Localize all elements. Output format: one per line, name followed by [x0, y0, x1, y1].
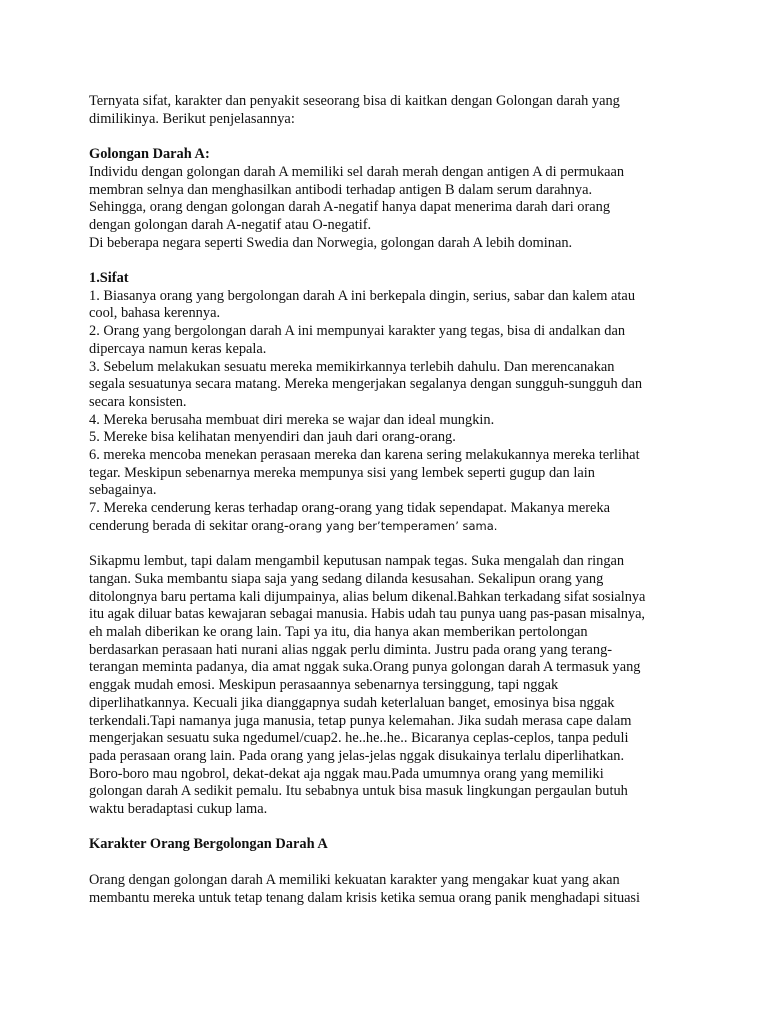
paragraph-line: pada perasaan orang lain. Pada orang yang jelas-jelas nggak disukainya terlalu diperlihatkan.: [89, 747, 625, 764]
paragraph-line: terkendali.Tapi namanya juga manusia, tetap punya kelemahan. Jika sudah merasa cape dalam: [89, 712, 632, 729]
paragraph-line: eh malah diberikan ke orang lain. Tapi ya itu, dia hanya akan memberikan pertolongan: [89, 624, 588, 641]
paragraph-line: waktu beradaptasi cukup lama.: [89, 801, 268, 818]
sifat-line: tegar. Meskipun sebenarnya mereka mempunya sisi yang lembek seperti gugup dan lain: [89, 464, 595, 481]
section-a-line: Individu dengan golongan darah A memiliki sel darah merah dengan antigen A di permukaan: [89, 163, 625, 180]
paragraph-gap: [89, 819, 689, 837]
section-a-line: dengan golongan darah A-negatif atau O-negatif.: [89, 216, 372, 233]
paragraph-line: mengerjakan sesuatu suka ngedumel/cuap2. he..he..he.. Bicaranya ceplas-ceplos, tanpa peduli: [89, 730, 629, 747]
paragraph-line: itu agak diluar batas kewajaran sebagai manusia. Habis udah tau punya uang pas-pasan misalnya,: [89, 606, 645, 623]
sifat-line: segala sesuatunya secara matang. Mereka mengerjakan segalanya dengan sungguh-sungguh dan: [89, 376, 643, 393]
karakter-line: Orang dengan golongan darah A memiliki kekuatan karakter yang mengakar kuat yang akan: [89, 871, 620, 888]
karakter-line: membantu mereka untuk tetap tenang dalam krisis ketika semua orang panik menghadapi situasi: [89, 889, 640, 906]
paragraph-line: Sikapmu lembut, tapi dalam mengambil keputusan nampak tegas. Suka mengalah dan ringan: [89, 553, 625, 570]
paragraph-gap: [89, 536, 689, 554]
sifat-line: 7. Mereka cenderung keras terhadap orang-orang yang tidak sependapat. Makanya mereka: [89, 500, 611, 517]
paragraph-line: diperlihatkannya. Kecuali jika dianggapnya sudah keterlaluan banget, emosinya bisa nggak: [89, 694, 615, 711]
paragraph-gap: [89, 854, 689, 872]
sifat-line: secara konsisten.: [89, 393, 187, 410]
karakter-heading: Karakter Orang Bergolongan Darah A: [89, 836, 328, 853]
sifat-last-line: [89, 518, 689, 536]
paragraph-line: tangan. Suka membantu siapa saja yang sedang dilanda kesusahan. Sekalipun orang yang: [89, 570, 604, 587]
sifat-line: 1. Biasanya orang yang bergolongan darah A ini berkepala dingin, serius, sabar dan kalem atau: [89, 287, 636, 304]
paragraph-line: enggak mudah emosi. Meskipun perasaannya sebenarnya tersinggung, tapi nggak: [89, 677, 559, 694]
paragraph-line: terangan meminta padanya, dia amat nggak suka.Orang punya golongan darah A termasuk yang: [89, 659, 641, 676]
paragraph-line: berdasarkan perasaan hati nurani alias nggak perlu diminta. Justru pada orang yang terang-: [89, 641, 613, 658]
sifat-line: 4. Mereka berusaha membuat diri mereka se wajar dan ideal mungkin.: [89, 411, 495, 428]
section-a-heading: Golongan Darah A:: [89, 146, 210, 163]
paragraph-gap: [89, 252, 689, 270]
section-a-line: membran selnya dan menghasilkan antibodi terhadap antigen B dalam serum darahnya.: [89, 181, 593, 198]
sifat-line: sebagainya.: [89, 482, 157, 499]
paragraph-gap: [89, 128, 689, 146]
document-body: [89, 93, 689, 907]
sifat-last-line-start: cenderung berada di sekitar orang-: [89, 517, 289, 534]
paragraph-line: golongan darah A sedikit pemalu. Itu sebabnya untuk bisa masuk lingkungan pergaulan butuh: [89, 783, 628, 800]
sifat-line: 6. mereka mencoba menekan perasaan mereka dan karena sering melakukannya mereka terlihat: [89, 447, 640, 464]
sifat-last-line-tail: orang yang ber’temperamen’ sama.: [288, 518, 498, 533]
sifat-line: cool, bahasa kerennya.: [89, 305, 221, 322]
paragraph-line: ditolongnya baru pertama kali dijumpainya, alias belum dikenal.Bahkan terkadang sifat sosialnya: [89, 588, 646, 605]
sifat-line: 2. Orang yang bergolongan darah A ini mempunyai karakter yang tegas, bisa di andalkan dan: [89, 323, 626, 340]
section-a-line: Di beberapa negara seperti Swedia dan Norwegia, golongan darah A lebih dominan.: [89, 234, 573, 251]
intro-line: Ternyata sifat, karakter dan penyakit seseorang bisa di kaitkan dengan Golongan darah yang: [89, 93, 620, 109]
sifat-line: 5. Mereke bisa kelihatan menyendiri dan jauh dari orang-orang.: [89, 429, 456, 446]
sifat-heading: 1.Sifat: [89, 270, 129, 286]
sifat-line: 3. Sebelum melakukan sesuatu mereka memikirkannya terlebih dahulu. Dan merencanakan: [89, 358, 615, 375]
paragraph-line: Boro-boro mau ngobrol, dekat-dekat aja nggak mau.Pada umumnya orang yang memiliki: [89, 765, 604, 782]
section-a-line: Sehingga, orang dengan golongan darah A-negatif hanya dapat menerima darah dari orang: [89, 199, 611, 216]
intro-line: dimilikinya. Berikut penjelasannya:: [89, 110, 295, 127]
sifat-line: dipercaya namun keras kepala.: [89, 340, 267, 357]
